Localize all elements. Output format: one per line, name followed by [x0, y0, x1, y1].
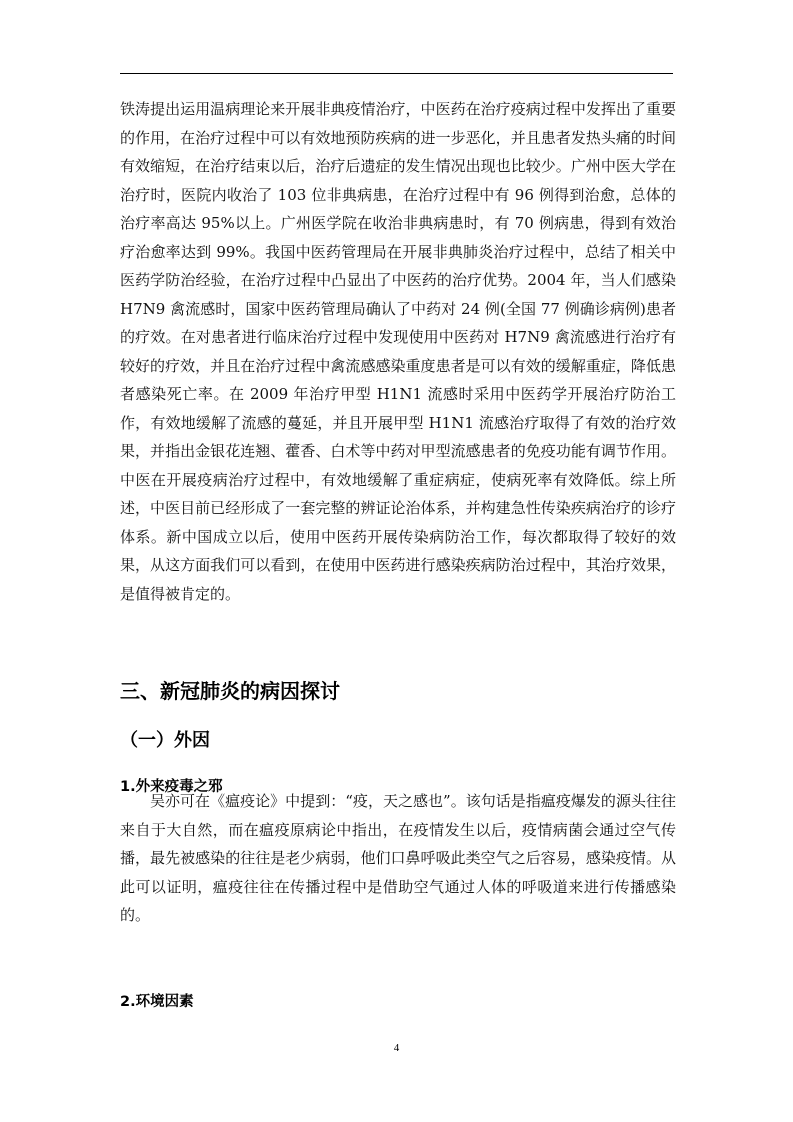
page-number: 4 [393, 1042, 400, 1054]
subsection-heading: （一）外因 [120, 730, 210, 751]
section-heading: 三、新冠肺炎的病因探讨 [120, 679, 340, 703]
item-heading-1: 1.外来疫毒之邪 [120, 779, 223, 795]
header-rule [120, 73, 673, 74]
item-heading-2: 2.环境因素 [120, 994, 194, 1010]
body-paragraph: 铁涛提出运用温病理论来开展非典疫情治疗，中医药在治疗疫病过程中发挥出了重要的作用，在治疗过程中可以有效地预防疾病的进一步恶化，并且患者发热头痛的时间有效缩短，在治疗结束以后，治疗后遗症的发生情况出现也比较少。广州中医大学在治疗时，医院内收治了 103 位非典病患，在治疗过程中有 96 例得到治愈，总体的治疗率高达 95%以上。广州医学院在收治非典病患时，有 70 例病患，得到有效治疗治愈率达到 99%。我国中医药管理局在开展非典肺炎治疗过程中，总结了相关中医药学防治经验，在治疗过程中凸显出了中医药的治疗优势。2004 年，当人们感染 H7N9 禽流感时，国家中医药管理局确认了中药对 24 例(全国 77 例确诊病例)患者的疗效。在对患者进行临床治疗过程中发现使用中医药对 H7N9 禽流感进行治疗有较好的疗效，并且在治疗过程中禽流感感染重度患者是可以有效的缓解重症，降低患者感染死亡率。在 2009 年治疗甲型 H1N1 流感时采用中医药学开展治疗防治工作，有效地缓解了流感的蔓延，并且开展甲型 H1N1 流感治疗取得了有效的治疗效果，并指出金银花连翘、藿香、白术等中药对甲型流感患者的免疫功能有调节作用。中医在开展疫病治疗过程中，有效地缓解了重症病症，使病死率有效降低。综上所述，中医目前已经形成了一套完整的辨证论治体系，并构建急性传染疾病治疗的诊疗体系。新中国成立以后，使用中医药开展传染病防治工作，每次都取得了较好的效果，从这方面我们可以看到，在使用中医药进行感染疾病防治过程中，其治疗效果，是值得被肯定的。 [120, 100, 676, 603]
body-paragraph-2: 吴亦可在《瘟疫论》中提到：“疫，天之感也”。该句话是指瘟疫爆发的源头往往来自于大自然，而在瘟疫原病论中指出，在疫情发生以后，疫情病菌会通过空气传播，最先被感染的往往是老少病弱，他们口鼻呼吸此类空气之后容易，感染疫情。从此可以证明，瘟疫往往在传播过程中是借助空气通过人体的呼吸道来进行传播感染的。 [120, 792, 676, 924]
